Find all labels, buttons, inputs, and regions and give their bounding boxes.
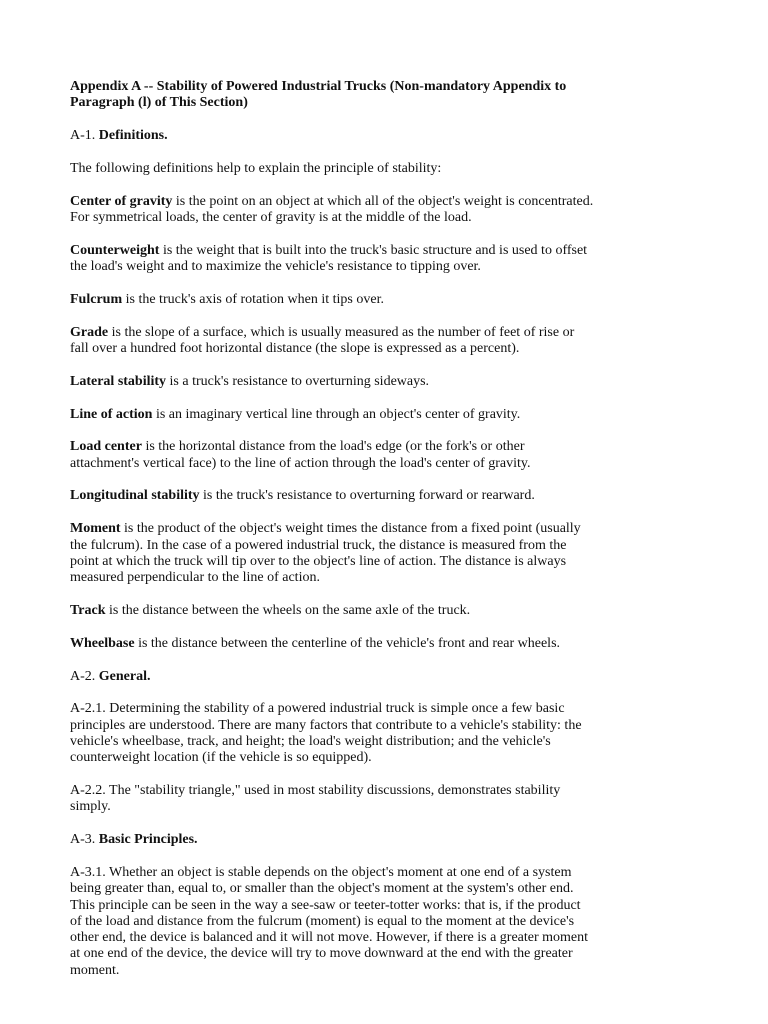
definition-text: is the point on an object at which all of the object's weight is concentrated. For symmetrical loads, the center of gravity is at the middle of the load. (70, 193, 594, 225)
definition-text: is the product of the object's weight times the distance from a fixed point (usually the fulcrum). In the case of a powered industrial truck, the distance is measured from the point at which the truck will tip over to the object's line of action. The distance is always measured perpendicular to the line of action. (70, 521, 581, 586)
definition-term: Load center (70, 439, 142, 455)
definition-term: Fulcrum (70, 291, 123, 307)
section-number: A-1. (70, 128, 99, 144)
definition-text: is the distance between the centerline of the vehicle's front and rear wheels. (134, 635, 561, 651)
definition-text: is the truck's axis of rotation when it tips over. (122, 291, 384, 307)
definition-text: is the truck's resistance to overturning forward or rearward. (199, 488, 535, 504)
definition-load-center (70, 439, 670, 472)
definition-term: Lateral stability (70, 373, 167, 389)
paragraph-a2-2: A-2.2. The "stability triangle," used in most stability discussions, demonstrates stability simply. (70, 783, 561, 815)
definition-longitudinal-stability (70, 488, 670, 504)
section-title: General. (98, 668, 151, 684)
definition-line-of-action (70, 407, 670, 423)
definition-term: Wheelbase (70, 635, 135, 651)
section-heading-a2 (70, 669, 670, 685)
definition-text: is the horizontal distance from the load's edge (or the fork's or other attachment's vertical face) to the line of action through the load's center of gravity. (70, 439, 531, 471)
intro-paragraph: The following definitions help to explain the principle of stability: (70, 160, 442, 176)
definition-moment (70, 521, 670, 586)
document-body (70, 79, 670, 995)
definition-counterweight (70, 243, 670, 276)
section-number: A-2. (70, 668, 99, 684)
definition-text: is a truck's resistance to overturning sideways. (166, 373, 430, 389)
definition-track (70, 603, 670, 619)
definition-term: Grade (70, 324, 109, 340)
definition-term: Center of gravity (70, 193, 173, 209)
appendix-title: Appendix A -- Stability of Powered Industrial Trucks (Non-mandatory Appendix to Paragraph (l) of This Section) (70, 79, 567, 111)
section-title: Basic Principles. (98, 832, 198, 848)
definition-term: Moment (70, 521, 121, 537)
definition-wheelbase (70, 636, 670, 652)
section-number: A-3. (70, 832, 99, 848)
definition-text: is the distance between the wheels on the same axle of the truck. (105, 602, 471, 618)
paragraph-a2-1: A-2.1. Determining the stability of a powered industrial truck is simple once a few basic principles are understood. There are many factors that contribute to a vehicle's stability: the vehicle's wheelbase, track, and height; the load's weight distribution; and the vehicle's counterweight location (if the vehicle is so equipped). (70, 701, 582, 766)
definition-text: is the weight that is built into the truck's basic structure and is used to offset the load's weight and to maximize the vehicle's resistance to tipping over. (70, 242, 588, 275)
definition-term: Track (70, 602, 106, 618)
section-title: Definitions. (98, 128, 168, 144)
definition-center-of-gravity (70, 194, 670, 227)
section-heading-a1 (70, 128, 670, 144)
definition-term: Counterweight (70, 242, 160, 258)
definition-fulcrum (70, 292, 670, 308)
definition-grade (70, 325, 670, 358)
definition-lateral-stability (70, 374, 670, 390)
definition-term: Longitudinal stability (70, 488, 200, 504)
definition-text: is the slope of a surface, which is usually measured as the number of feet of rise or fall over a hundred foot horizontal distance (the slope is expressed as a percent). (70, 324, 575, 356)
paragraph-a3-1: A-3.1. Whether an object is stable depends on the object's moment at one end of a system being greater than, equal to, or smaller than the object's moment at the system's other end. This principle can be seen in the way a see-saw or teeter-totter works: that is, if the product of the load and distance from the fulcrum (moment) is equal to the moment at the device's other end, the device is balanced and it will not move. However, if there is a greater moment at one end of the device, the device will try to move downward at the end with the greater moment. (70, 864, 589, 978)
section-heading-a3 (70, 832, 670, 848)
definition-term: Line of action (70, 406, 153, 422)
definition-text: is an imaginary vertical line through an object's center of gravity. (152, 406, 521, 422)
